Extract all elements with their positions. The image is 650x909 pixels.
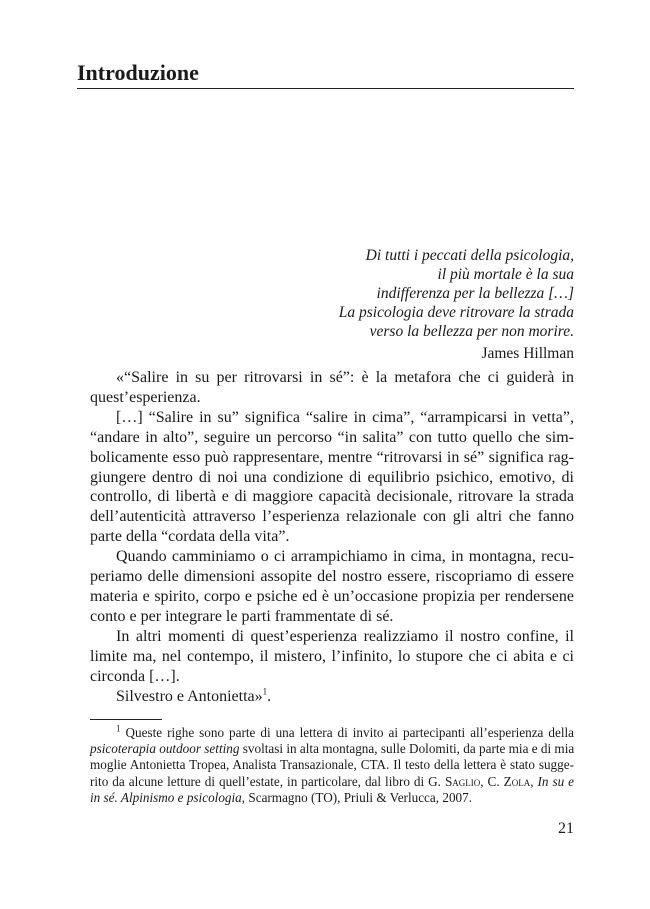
body-line bbox=[90, 667, 574, 687]
body-line-text: controllo, di libertà e di maggiore capacità decisionale, ritrovare la strada bbox=[90, 488, 574, 506]
epigraph-line: La psicologia deve ritrovare la strada bbox=[338, 304, 574, 321]
title-rule bbox=[77, 88, 574, 89]
body-line-text: quest’esperienza. bbox=[90, 388, 201, 406]
body-line: Silvestro e Antonietta»$^1$. bbox=[116, 686, 272, 705]
footnote-text: Queste righe sono parte di una lettera di invito ai partecipanti all’esperienza della bbox=[125, 725, 575, 740]
footnote-text: , C. bbox=[480, 773, 504, 789]
chapter-title: Introduzione bbox=[77, 60, 199, 85]
footnote-text: rito da alcune letture di quell’estate, in particolare, dal libro di G. bbox=[90, 773, 445, 789]
body-line-text: Quando camminiamo o ci arrampichiamo in cima, in montagna, recu- bbox=[116, 548, 574, 566]
body-line bbox=[90, 487, 574, 507]
body-line-text: parte della “cordata della vita”. bbox=[90, 528, 290, 546]
footnote-text: svoltasi in alta montagna, sulle Dolomiti, da parte mia e di mia bbox=[239, 741, 575, 757]
book-title: In su e bbox=[537, 773, 575, 789]
body-line bbox=[90, 408, 574, 428]
epigraph-line: Di tutti i peccati della psicologia, bbox=[365, 247, 574, 264]
page-number: 21 bbox=[558, 820, 574, 837]
body-line-text: conto e per integrare le parti frammentate di sé. bbox=[90, 607, 394, 625]
body-line bbox=[90, 507, 574, 527]
footnote-italic: psicoterapia outdoor setting bbox=[90, 741, 240, 757]
body-line-text: bolicamente esso può rappresentare, mentre “ritrovarsi in sé” significa rag- bbox=[90, 448, 574, 466]
body-line bbox=[90, 587, 574, 607]
body-line bbox=[90, 547, 574, 567]
body-line-text: «“Salire in su per ritrovarsi in sé”: è la metafora che ci guiderà in bbox=[116, 369, 574, 386]
body-line bbox=[90, 647, 574, 667]
body-text bbox=[90, 368, 574, 706]
footnote-rule bbox=[90, 719, 162, 720]
author-name: Zola bbox=[503, 773, 531, 789]
body-line-text: Silvestro e Antonietta» bbox=[116, 687, 263, 705]
footnote-text: , bbox=[530, 773, 538, 789]
body-line-text: In altri momenti di quest’esperienza realizziamo il nostro confine, il bbox=[116, 627, 574, 645]
epigraph-line: verso la bellezza per non morire. bbox=[369, 323, 574, 340]
epigraph-line: indifferenza per la bellezza […] bbox=[376, 285, 574, 302]
body-line bbox=[90, 527, 574, 547]
footnote-text: moglie Antonietta Tropea, Analista Transazionale, CTA. Il testo della lettera è stato sugge- bbox=[90, 757, 574, 773]
body-line-text: periamo delle dimensioni assopite del nostro essere, riscopriamo di essere bbox=[90, 568, 574, 586]
body-line-text: materia e spirito, corpo e psiche ed è un’occasione propizia per rendersene bbox=[90, 587, 574, 605]
body-line bbox=[90, 627, 574, 647]
body-line bbox=[90, 468, 574, 488]
body-line-text: limite ma, nel contempo, il mistero, l’infinito, lo stupore che ci abita e ci bbox=[90, 647, 574, 665]
epigraph bbox=[339, 246, 574, 363]
book-title: in sé. Alpinismo e psicologia bbox=[90, 789, 242, 805]
epigraph-author: James Hillman bbox=[481, 345, 574, 362]
body-line bbox=[90, 567, 574, 587]
body-line bbox=[90, 388, 574, 408]
body-line bbox=[90, 607, 574, 627]
footnote bbox=[90, 725, 574, 806]
footnote-text: , Scarmagno (TO), Priuli & Verlucca, 2007. bbox=[241, 789, 473, 805]
body-line bbox=[90, 368, 574, 388]
body-line-text: […] “Salire in su” significa “salire in cima”, “arrampicarsi in vetta”, bbox=[116, 408, 574, 426]
body-line-text: circonda […]. bbox=[90, 667, 180, 685]
footnote-ref: 1 bbox=[262, 686, 268, 697]
body-line-text: “andare in alto”, seguire un percorso “in salita” con tutto quello che sim- bbox=[90, 428, 574, 446]
body-line-text: dell’autenticità attraverso l’esperienza relazionale con gli altri che fanno bbox=[90, 508, 574, 526]
body-line bbox=[90, 448, 574, 468]
footnote-mark: 1 bbox=[116, 723, 121, 734]
author-name: Saglio bbox=[444, 773, 481, 789]
body-line-text: giungere dentro di noi una condizione di equilibrio psichico, emotivo, di bbox=[90, 468, 574, 486]
epigraph-line: il più mortale è la sua bbox=[437, 266, 574, 283]
body-line bbox=[90, 428, 574, 448]
